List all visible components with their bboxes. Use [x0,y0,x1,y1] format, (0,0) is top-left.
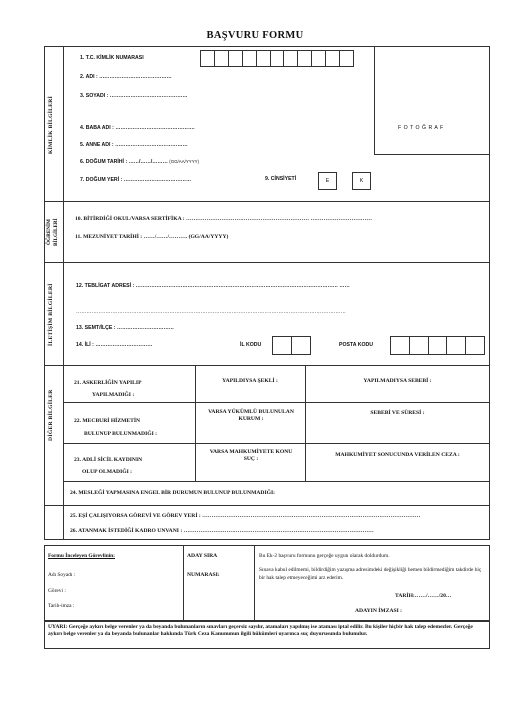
field-anne-adi: 5. ANNE ADI : …………………………………… [80,142,188,148]
field-es-gorev: 25. EŞİ ÇALIŞIYORSA GÖREVİ VE GÖREV YERİ : ……………………………………………………………………………………………………… [70,513,421,519]
field-tc-kimlik: 1. T.C. KİMLİK NUMARASI [80,55,144,61]
field-dogum-yeri: 7. DOĞUM YERİ : ………………………………… [80,177,192,183]
field-dogum-tarihi: 6. DOĞUM TARİHİ : ……/……/……… (GG/AA/YYYY) [80,159,200,165]
tc-number-boxes[interactable] [200,50,354,67]
field-askerlik: 21. ASKERLİĞİN YAPILIP YAPILMADIĞI : [74,380,142,398]
field-cinsiyet: 9. CİNSİYETİ [265,176,297,182]
posta-kodu-boxes[interactable] [390,336,485,355]
field-il: 14. İLİ : …………………………… [76,342,153,348]
field-sebebi-suresi: SEBEBİ VE SÜRESİ : [370,410,425,416]
gender-option-k[interactable]: K [352,172,371,190]
field-adres-line2: ………………………………………………………………………………………………………………………………………… [76,309,346,315]
field-soyadi: 3. SOYADI : ……………………………………… [80,93,188,99]
field-mahkumiyet-ceza: MAHKUMİYET SONUCUNDA VERİLEN CEZA : [335,452,460,458]
field-okul: 10. BİTİRDİĞİ OKUL/VARSA SERTİFİKA : ………………………………………………………… …………………………… [75,216,372,222]
aday-sira-label: ADAY SIRA [187,553,218,559]
section-label-iletisim: İLETİŞİM BİLGİLERİ [48,283,54,347]
field-mezuniyet: 11. MEZUNİYET TARİHİ : ……/……/………. (GG/AA/YYYY) [75,234,229,240]
field-adli-sicil: 23. ADLİ SİCİL KAYDININ OLUP OLMADIĞI : [74,457,143,475]
section-divider [63,46,64,540]
field-yapildiysa-sekli: YAPILDIYSA ŞEKLİ : [222,378,278,384]
field-baba-adi: 4. BABA ADI : ………………………………………. [80,125,195,131]
field-meslek-engel: 24. MESLEĞİ YAPMASINA ENGEL BİR DURUMUN BULUNUP BULUNMADIĞI: [70,490,276,496]
field-adi: 2. ADI : …………………………………… [80,74,172,80]
gender-option-e[interactable]: E [318,172,337,190]
inceleyen-gorevi: Görevi : [48,588,66,594]
beyan-2: Sınava kabul edilmemi, bildirdiğim yazışma adresimdeki değişikliği hemen bildirmediğim takdirde hiç bir hak talep etmeyeceğimi arz ederim. [259,567,482,581]
label-il-kodu: İL KODU [240,342,262,348]
field-adres: 12. TEBLİGAT ADRESİ : ……………………………………………………………………………………………………… …… [76,283,350,289]
section-label-diger: DİĞER BİLGİLER [48,389,54,441]
field-yukumlu-kurum: VARSA YÜKÜMLÜ BULUNULAN KURUM : [208,409,294,422]
warning-text: UYARI: Gerçeğe aykırı belge verenler ya da beyanda bulunanların sınavları geçersiz sayılır, atamaları yapılmış ise ataması iptal edilir. Bu kişiler hiçbir hak talep edemezler. Gerçeğe aykırı belge verenler ya da beyanda bulunanlar hakkında Türk Ceza Kanununun ilgili hükümleri uyarınca suç duyurusunda bulunulur. [48,624,473,638]
field-mahkumiyet-suc: VARSA MAHKUMİYETE KONU SUÇ : [209,449,293,462]
field-mecburi-hizmet: 22. MECBURİ HİZMETİN BULUNUP BULUNMADIĞI : [74,418,158,437]
section-label-ogrenim: ÖĞRENİM BİLGİLERİ [46,218,59,246]
aday-imza: ADAYIN İMZASI : [355,608,403,614]
inceleyen-tarih-imza: Tarih-imza : [48,603,75,609]
beyan-1: Bu Ek-2 başvuru formunu gerçeğe uygun olarak doldurdum. [259,553,390,559]
inceleyen-heading: Formu İnceleyen Görevlinin: [48,553,115,559]
section-label-kimlik: KİMLİK BİLGİLERİ [48,95,54,155]
label-posta-kodu: POSTA KODU [339,342,374,348]
field-semt: 13. SEMT/İLÇE : …………………………… [76,325,174,331]
inceleyen-adi-soyadi: Adı Soyadı : [48,572,76,578]
aday-tarih: TARİH:……/……/20… [395,593,452,599]
page-title: BAŞVURU FORMU [206,30,304,41]
field-yapilmadiysa-sebebi: YAPILMADIYSA SEBEBİ : [363,378,432,384]
photo-area[interactable]: F O T O Ğ R A F [398,125,444,131]
aday-numarasi-label: NUMARASI: [187,572,220,578]
il-kodu-boxes[interactable] [272,336,311,355]
field-kadro-unvani: 26. ATANMAK İSTEDİĞİ KADRO UNVANI : ………………………………………………………………………………………… [70,528,374,534]
